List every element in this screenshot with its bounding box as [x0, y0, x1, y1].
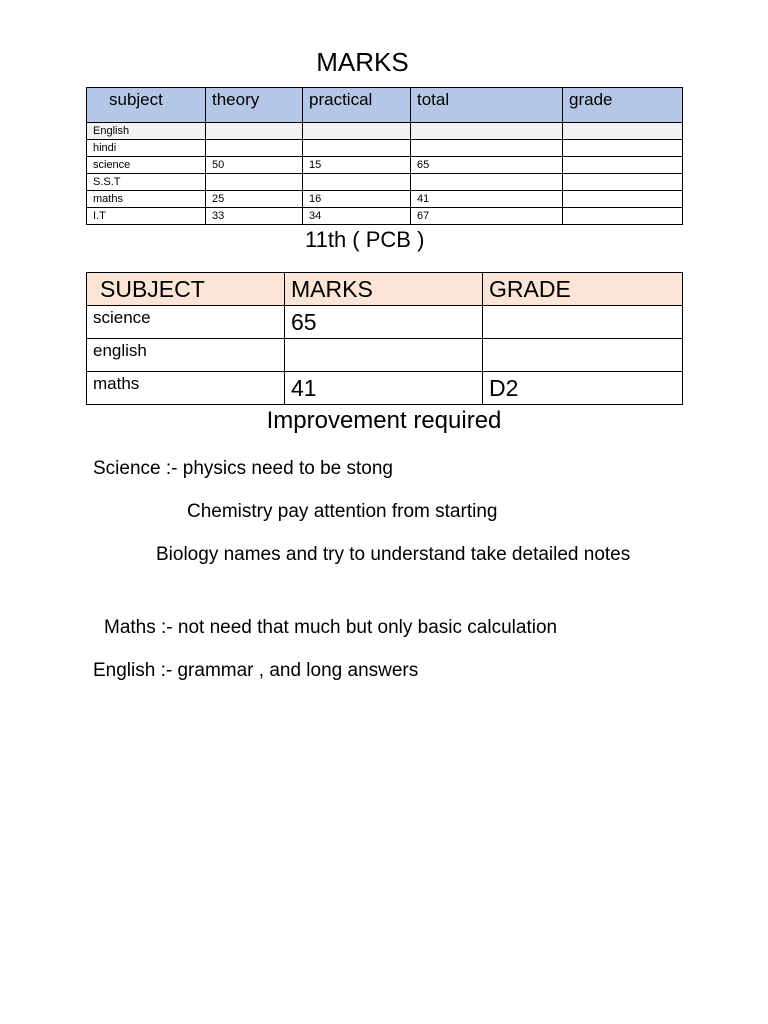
header-total: total	[411, 88, 563, 123]
cell-theory: 25	[206, 191, 303, 208]
cell-grade	[483, 306, 683, 339]
cell-grade	[563, 123, 683, 140]
cell-total	[411, 123, 563, 140]
grade-table	[86, 272, 683, 405]
cell-grade	[563, 140, 683, 157]
header-practical: practical	[303, 88, 411, 123]
page-title: MARKS	[316, 47, 409, 77]
header-grade: GRADE	[483, 273, 683, 306]
cell-grade	[563, 191, 683, 208]
cell-subject: maths	[87, 372, 285, 405]
maths-note: Maths :- not need that much but only basic calculation	[104, 617, 558, 638]
cell-total: 67	[411, 208, 563, 225]
cell-grade	[483, 339, 683, 372]
cell-grade	[563, 174, 683, 191]
biology-note: Biology names and try to understand take detailed notes	[156, 544, 631, 565]
cell-grade: D2	[483, 372, 683, 405]
cell-total	[411, 174, 563, 191]
table-row	[87, 174, 683, 191]
improvement-heading: Improvement required	[266, 407, 502, 434]
cell-total: 65	[411, 157, 563, 174]
header-subject: SUBJECT	[87, 273, 285, 306]
cell-marks: 41	[285, 372, 483, 405]
cell-total	[411, 140, 563, 157]
cell-marks: 65	[285, 306, 483, 339]
cell-subject: English	[87, 123, 206, 140]
cell-subject: S.S.T	[87, 174, 206, 191]
cell-practical	[303, 123, 411, 140]
cell-subject: hindi	[87, 140, 206, 157]
cell-theory: 50	[206, 157, 303, 174]
chemistry-note: Chemistry pay attention from starting	[187, 501, 498, 522]
cell-practical	[303, 140, 411, 157]
cell-subject: maths	[87, 191, 206, 208]
header-theory: theory	[206, 88, 303, 123]
grade-table-header-row	[87, 273, 683, 306]
cell-practical: 15	[303, 157, 411, 174]
cell-grade	[563, 157, 683, 174]
cell-subject: english	[87, 339, 285, 372]
header-subject: subject	[87, 88, 206, 123]
cell-theory	[206, 174, 303, 191]
marks-table	[86, 87, 683, 225]
cell-practical: 16	[303, 191, 411, 208]
cell-subject: science	[87, 306, 285, 339]
table-row	[87, 208, 683, 225]
cell-theory	[206, 123, 303, 140]
cell-subject: science	[87, 157, 206, 174]
english-note: English :- grammar , and long answers	[93, 660, 419, 681]
cell-subject: I.T	[87, 208, 206, 225]
cell-grade	[563, 208, 683, 225]
cell-total: 41	[411, 191, 563, 208]
class-subtitle: 11th ( PCB )	[305, 227, 425, 252]
table-row	[87, 123, 683, 140]
cell-marks	[285, 339, 483, 372]
marks-table-header-row	[87, 88, 683, 123]
table-row	[87, 306, 683, 339]
cell-practical: 34	[303, 208, 411, 225]
header-grade: grade	[563, 88, 683, 123]
table-row	[87, 157, 683, 174]
table-row	[87, 372, 683, 405]
cell-theory: 33	[206, 208, 303, 225]
header-marks: MARKS	[285, 273, 483, 306]
table-row	[87, 191, 683, 208]
table-row	[87, 140, 683, 157]
science-note: Science :- physics need to be stong	[93, 458, 393, 479]
cell-practical	[303, 174, 411, 191]
cell-theory	[206, 140, 303, 157]
table-row	[87, 339, 683, 372]
